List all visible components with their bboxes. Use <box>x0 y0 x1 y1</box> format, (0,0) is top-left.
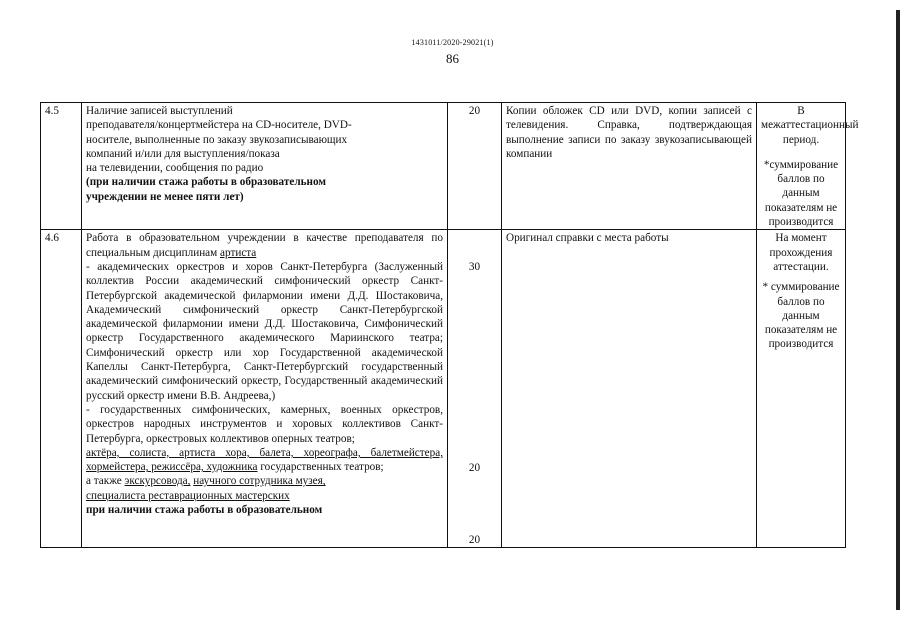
criteria-item: - государственных симфонических, камерных, военных оркестров, оркестров народных инструментов и хоровых коллективов Санкт-Петербурга, оркестровых коллективов оперных театров; <box>86 403 443 445</box>
row-number: 4.6 <box>41 230 82 548</box>
note-line: * суммирование баллов по данным показателям не производится <box>762 281 840 351</box>
row-number: 4.5 <box>41 103 82 230</box>
table-row <box>41 230 846 548</box>
table-row <box>41 103 846 230</box>
underlined-term: специалиста реставрационных мастерских <box>86 489 290 502</box>
underlined-term: экскурсовода, <box>124 475 191 488</box>
underlined-term: артиста <box>220 246 257 259</box>
evidence-cell: Оригинал справки с места работы <box>502 230 757 548</box>
criteria-line: Наличие записей выступлений <box>86 105 233 117</box>
evidence-cell: Копии обложек CD или DVD, копии записей с телевидения. Справка, подтверждающая выполнение записи по заказу звукозаписывающей компании <box>502 103 757 230</box>
criteria-line: компаний и/или для выступления/показа <box>86 147 280 160</box>
criteria-condition: учреждении не менее пяти лет) <box>86 190 244 203</box>
criteria-item: а также экскурсовода, научного сотрудника музея, специалиста реставрационных мастерских <box>86 475 326 502</box>
criteria-item: актёра, солиста, артиста хора, балета, хореографа, балетмейстера, хормейстера, режиссёра, художника государственных театров; <box>86 446 443 474</box>
criteria-table <box>40 102 859 548</box>
points-value: 30 <box>468 261 481 274</box>
criteria-condition: при наличии стажа работы в образовательном <box>86 504 323 517</box>
note-line: *суммирование баллов по данным показателям не производится <box>763 158 839 229</box>
note-cell <box>757 230 846 548</box>
criteria-cell <box>82 230 448 548</box>
page-number: 86 <box>446 51 459 66</box>
scan-edge-mark <box>896 10 900 610</box>
points-cell: 20 <box>448 103 502 230</box>
points-value: 20 <box>468 461 481 474</box>
note-line: В межаттестационный период. <box>761 105 859 146</box>
points-cell <box>448 230 502 548</box>
criteria-cell <box>82 103 448 230</box>
criteria-line: на телевидении, сообщения по радио <box>86 162 264 175</box>
criteria-intro: Работа в образовательном учреждении в качестве преподавателя по специальным дисциплинам артиста <box>86 232 443 259</box>
underlined-term: научного сотрудника музея, <box>193 475 326 488</box>
criteria-line: преподавателя/концертмейстера на CD-носителе, DVD- <box>86 119 352 132</box>
note-cell <box>757 103 859 230</box>
document-code: 1431011/2020-29021(1) <box>411 38 494 47</box>
points-value: 20 <box>468 533 481 546</box>
criteria-condition: (при наличии стажа работы в образовательном <box>86 176 326 189</box>
criteria-line: носителе, выполненные по заказу звукозаписывающих <box>86 133 348 146</box>
criteria-item: - академических оркестров и хоров Санкт-Петербурга (Заслуженный коллектив России академический симфонический оркестр Санкт-Петербургской академической филармонии имени Д.Д. Шостаковича, Академический симфонический оркестр Санкт-Петербургской академической филармонии имени Д.Д. Шостаковича, Симфонический оркестр Государственного академического Мариинского театра; Симфонический оркестр или хор Государственной академической Капеллы Санкт-Петербурга, Санкт-Петербургский государственный академический симфонический оркестр, Государственный академический русский оркестр имени В.В. Андреева,) <box>86 260 443 402</box>
underlined-term: актёра, солиста, артиста хора, балета, хореографа, балетмейстера, хормейстера, режиссёра, художника <box>86 446 443 474</box>
note-line: На момент прохождения аттестации. <box>769 232 833 273</box>
